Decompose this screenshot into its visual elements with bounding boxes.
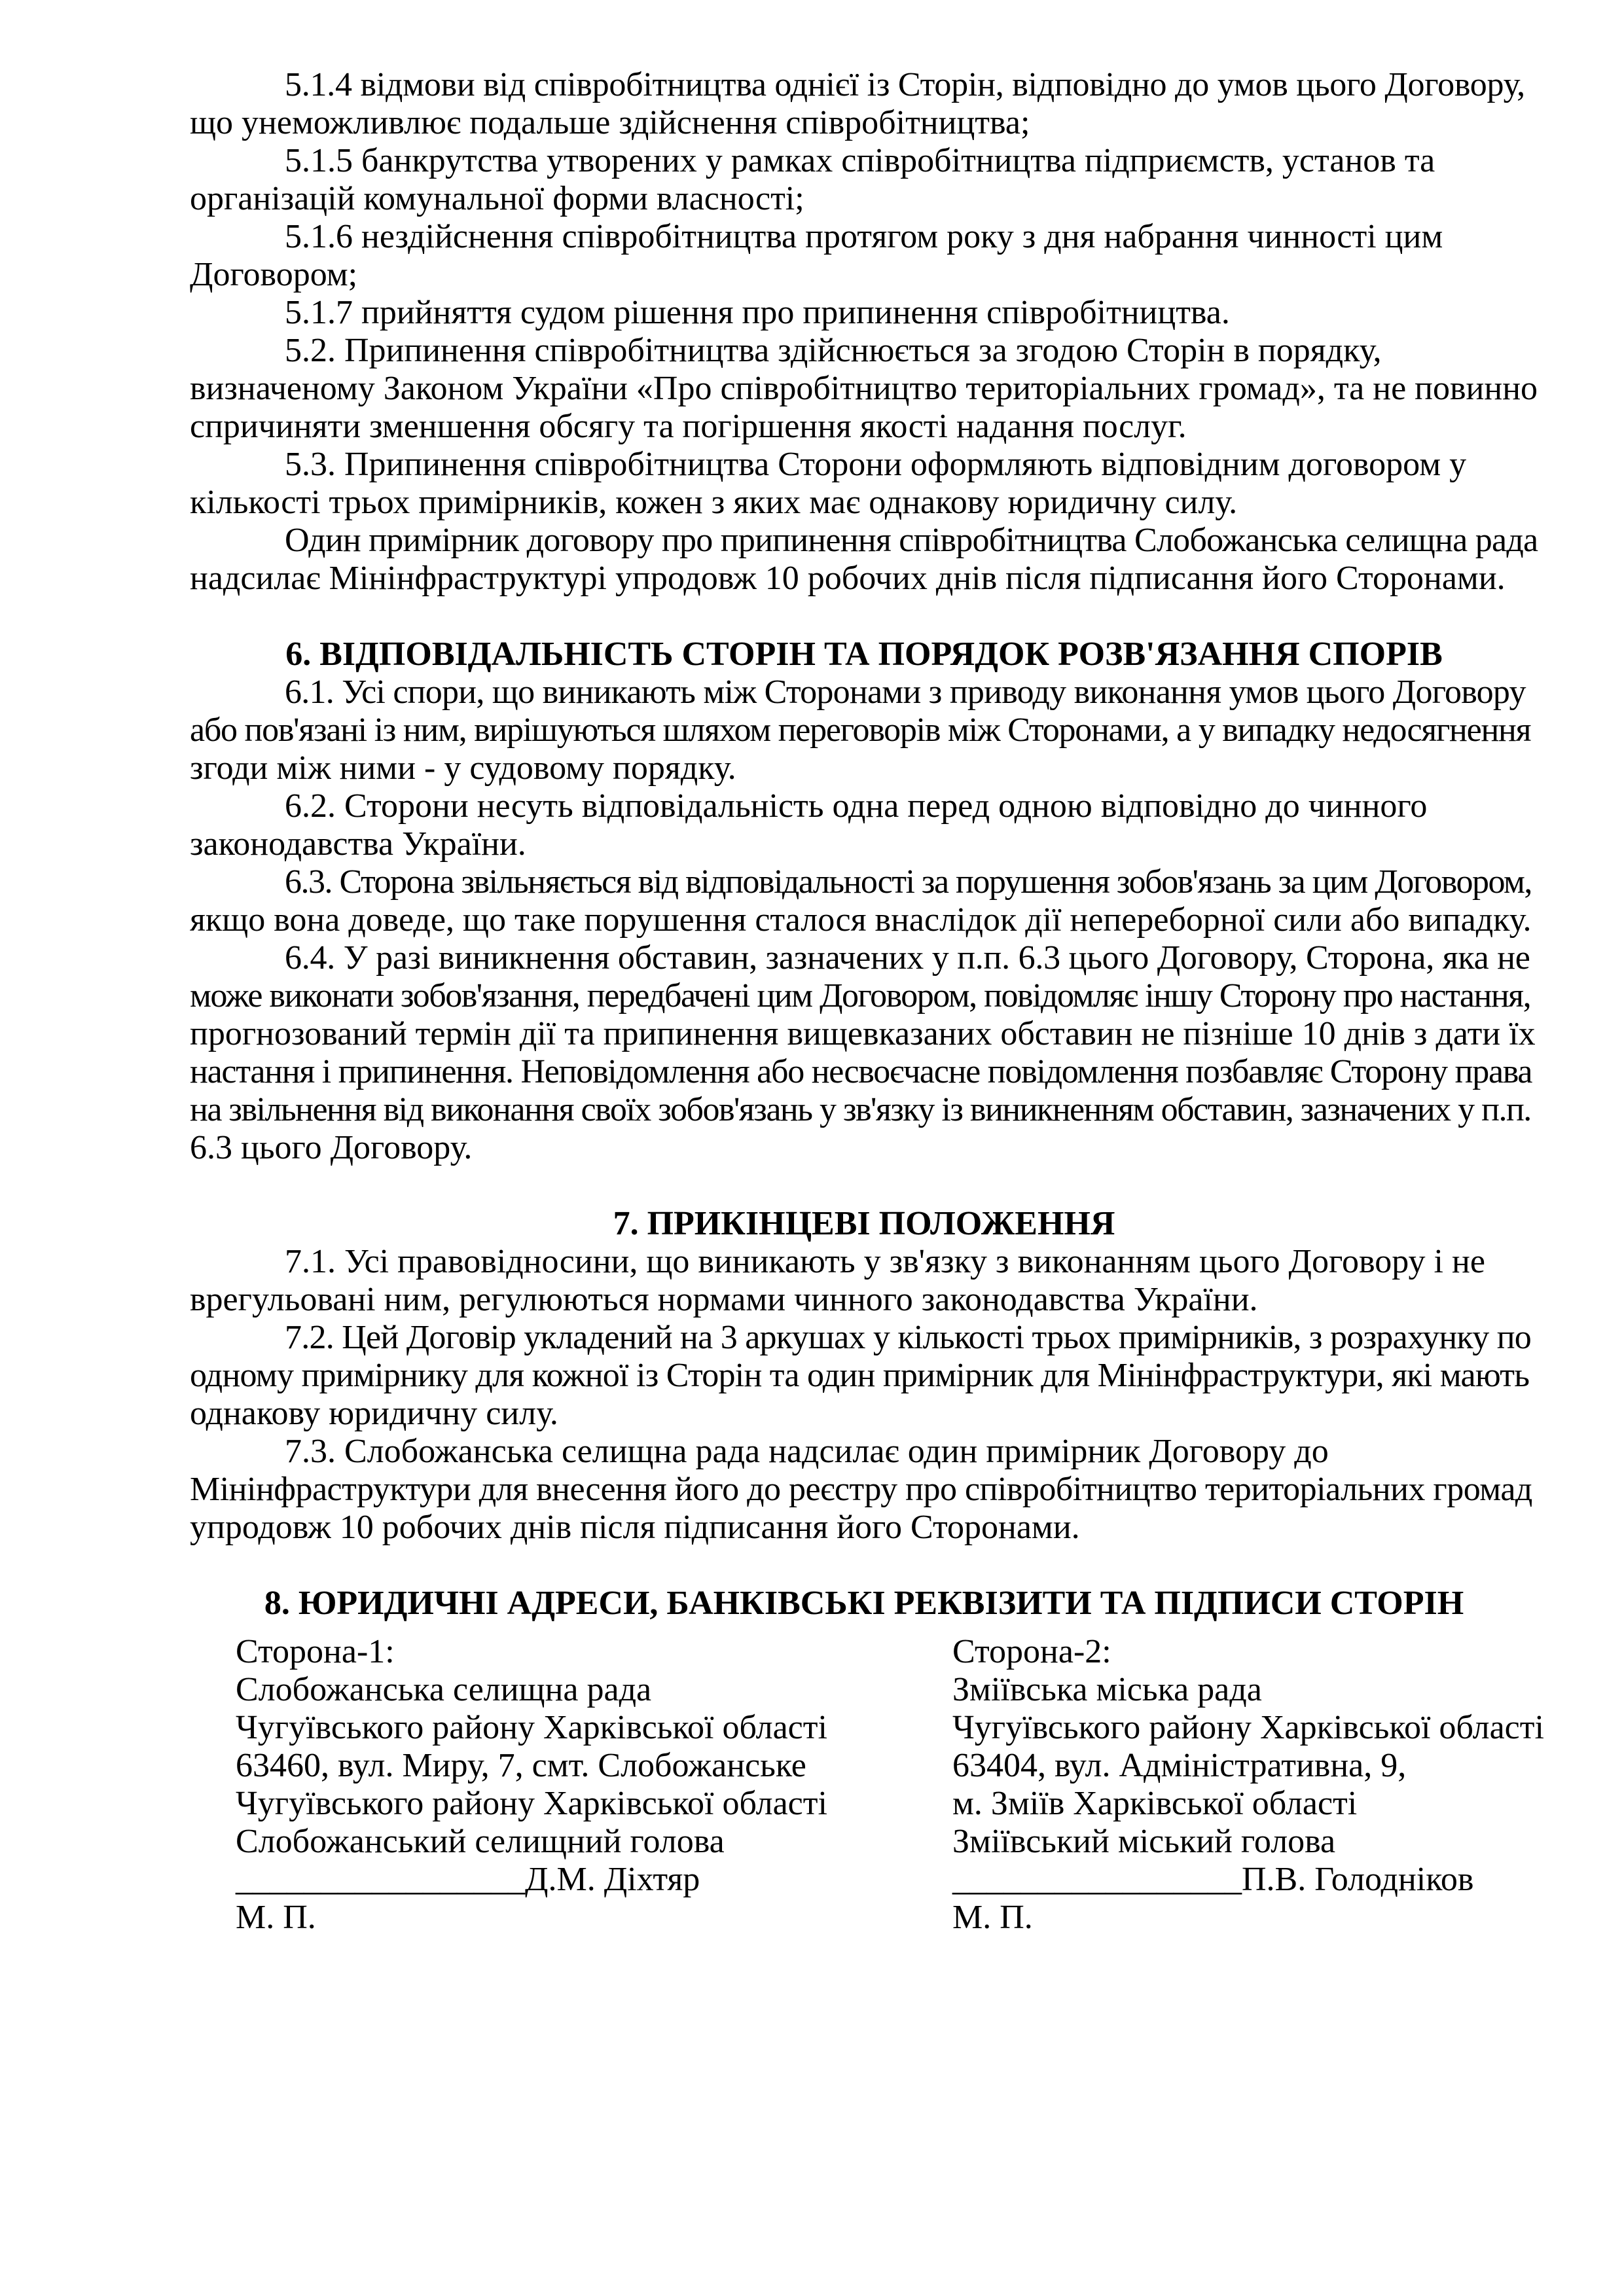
paragraph-line: якщо вона доведе, що таке порушення сталося внаслідок дії непереборної сили або випадку. [190,901,1532,939]
paragraph-line: 7.3. Слобожанська селищна рада надсилає один примірник Договору до [285,1433,1329,1470]
paragraph-line: 5.1.6 нездійснення співробітництва протягом року з дня набрання чинності цим [285,218,1443,255]
paragraph-line: 6.3. Сторона звільняється від відповідальності за порушення зобов'язань за цим Договором, [285,863,1532,901]
paragraph-line: 6.3 цього Договору. [190,1129,473,1166]
party2-signature-line [952,1861,1473,1899]
signature-underline: _________________ [952,1861,1242,1898]
signature-underline: _________________ [236,1861,525,1898]
paragraph-line: 7.1. Усі правовідносини, що виникають у зв'язку з виконанням цього Договору і не [285,1243,1485,1280]
section-7-heading: 7. ПРИКІНЦЕВІ ПОЛОЖЕННЯ [613,1205,1115,1242]
paragraph-line: Договором; [190,256,358,293]
paragraph-line: Мінінфраструктури для внесення його до реєстру про співробітництво територіальних громад [190,1471,1532,1508]
party2-label: Сторона-2: [952,1633,1111,1670]
paragraph-line: 5.3. Припинення співробітництва Сторони оформляють відповідним договором у [285,446,1467,483]
signature-row [190,1747,1538,1785]
paragraph-line: визначеному Законом України «Про співробітництво територіальних громад», та не повинно [190,370,1538,407]
blank-line [190,598,1538,636]
paragraph-line: одному примірнику для кожної із Сторін та один примірник для Мінінфраструктури, які мають [190,1357,1530,1394]
paragraph-line: 5.1.4 відмови від співробітництва однієї із Сторін, відповідно до умов цього Договору, [285,66,1525,103]
paragraph-line: 6.4. У разі виникнення обставин, зазначених у п.п. 6.3 цього Договору, Сторона, яка не [285,939,1530,977]
blank-line [190,1167,1538,1205]
paragraph-line: законодавства України. [190,825,526,863]
paragraph-line: 7.2. Цей Договір укладений на 3 аркушах у кількості трьох примірників, з розрахунку по [285,1319,1532,1356]
paragraph-line: згоди між ними - у судовому порядку. [190,749,736,787]
section-6-heading: 6. ВІДПОВІДАЛЬНІСТЬ СТОРІН ТА ПОРЯДОК РОЗВ'ЯЗАННЯ СПОРІВ [285,636,1443,673]
signature-row [190,1709,1544,1747]
party1-address-line2: Чугуївського району Харківської області [236,1785,827,1822]
party1-district: Чугуївського району Харківської області [236,1709,827,1746]
party2-signer-title: Зміївський міський голова [952,1823,1336,1860]
paragraph-line: 5.1.7 прийняття судом рішення про припинення співробітництва. [285,294,1230,331]
signature-block [190,1633,1544,1937]
section-8-heading: 8. ЮРИДИЧНІ АДРЕСИ, БАНКІВСЬКІ РЕКВІЗИТИ ТА ПІДПИСИ СТОРІН [264,1585,1464,1622]
party1-signer-name: Д.М. Діхтяр [525,1861,700,1898]
contract-text-block [190,66,1544,1937]
paragraph-line: 6.2. Сторони несуть відповідальність одна перед одною відповідно до чинного [285,787,1428,825]
signature-row [190,1671,1538,1709]
paragraph-line: що унеможливлює подальше здійснення співробітництва; [190,104,1030,141]
signature-row [190,1899,1538,1937]
party2-seal-mark: М. П. [952,1899,1033,1936]
paragraph-line: на звільнення від виконання своїх зобов'язань у зв'язку із виникненням обставин, зазначених у п.п. [190,1091,1531,1128]
paragraph-line: спричиняти зменшення обсягу та погіршення якості надання послуг. [190,408,1187,445]
party1-signer-title: Слобожанський селищний голова [236,1823,725,1860]
paragraph-line: або пов'язані із ним, вирішуються шляхом переговорів між Сторонами, а у випадку недосягнення [190,711,1531,749]
paragraph-line: 6.1. Усі спори, що виникають між Сторонами з приводу виконання умов цього Договору [285,673,1526,711]
paragraph-line: прогнозований термін дії та припинення вищевказаних обставин не пізніше 10 днів з дати їх [190,1015,1536,1052]
blank-line [190,1547,1538,1585]
paragraph-line: організацій комунальної форми власності; [190,180,804,217]
party1-address: 63460, вул. Миру, 7, смт. Слобожанське [236,1747,806,1784]
signature-row [190,1823,1538,1861]
party2-signer-name: П.В. Голодніков [1242,1861,1474,1898]
signature-row [190,1633,1538,1671]
party1-label: Сторона-1: [236,1633,395,1670]
party2-organization: Зміївська міська рада [952,1671,1262,1708]
paragraph-line: 5.1.5 банкрутства утворених у рамках співробітництва підприємств, установ та [285,142,1435,179]
paragraph-line: упродовж 10 робочих днів після підписання його Сторонами. [190,1509,1080,1546]
party2-district: Чугуївського району Харківської області [952,1709,1544,1746]
party1-signature-line [236,1861,700,1899]
paragraph-line: однакову юридичну силу. [190,1395,558,1432]
paragraph-line: кількості трьох примірників, кожен з яких має однакову юридичну силу. [190,484,1238,521]
paragraph-line: надсилає Мінінфраструктурі упродовж 10 робочих днів після підписання його Сторонами. [190,560,1506,597]
party1-organization: Слобожанська селищна рада [236,1671,652,1708]
paragraph-line: може виконати зобов'язання, передбачені цим Договором, повідомляє іншу Сторону про настання, [190,977,1531,1014]
party2-address-line2: м. Зміїв Харківської області [952,1785,1358,1822]
paragraph-line: 5.2. Припинення співробітництва здійснюється за згодою Сторін в порядку, [285,332,1382,369]
signature-row [190,1785,1538,1823]
signature-row [190,1861,1538,1899]
paragraph-line: Один примірник договору про припинення співробітництва Слобожанська селищна рада [285,522,1538,559]
paragraph-line: врегульовані ним, регулюються нормами чинного законодавства України. [190,1281,1258,1318]
paragraph-line: настання і припинення. Неповідомлення або несвоєчасне повідомлення позбавляє Сторону права [190,1053,1532,1090]
party2-address: 63404, вул. Адміністративна, 9, [952,1747,1407,1784]
party1-seal-mark: М. П. [236,1899,316,1936]
